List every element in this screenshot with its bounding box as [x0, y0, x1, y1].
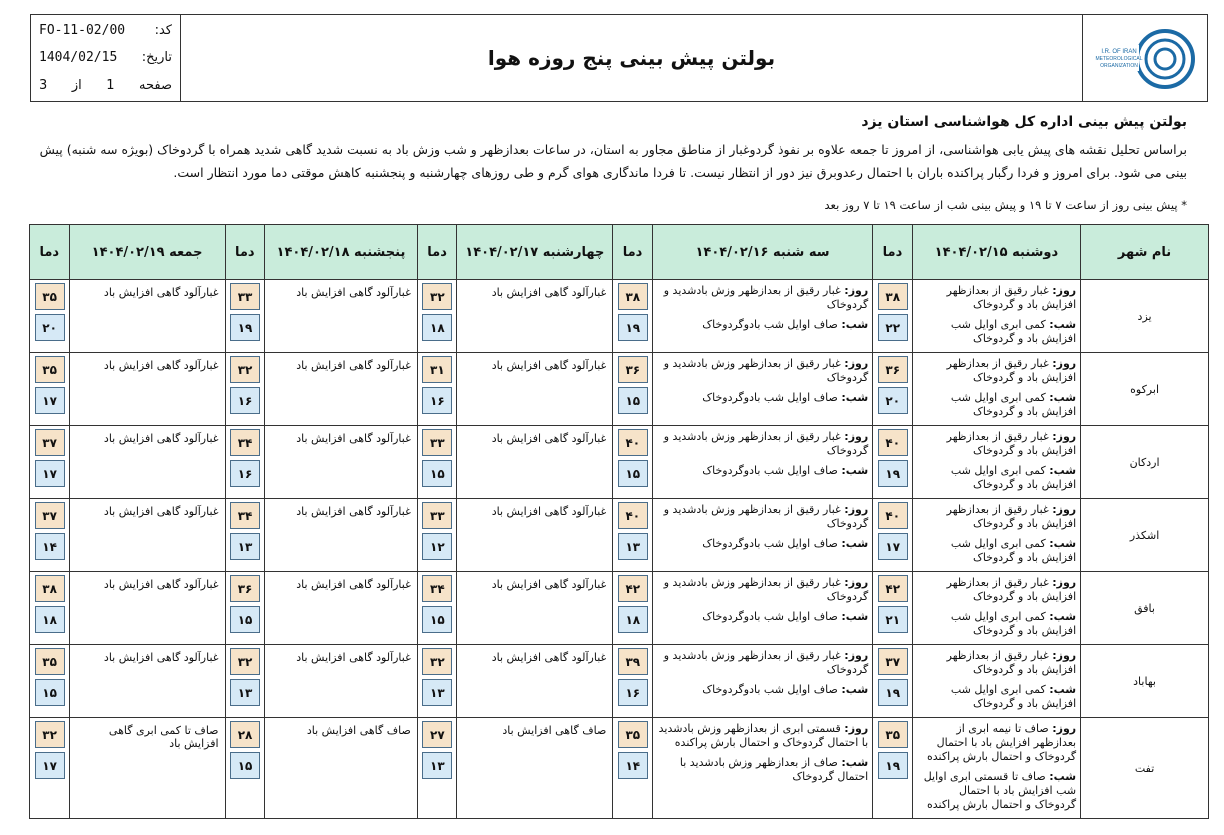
day-forecast: [917, 430, 1076, 458]
night-label: شب:: [1049, 770, 1077, 783]
forecast-description: [457, 280, 613, 353]
day-label: روز:: [844, 722, 869, 735]
min-temperature: ۱۷: [878, 533, 908, 560]
min-temperature: ۲۱: [878, 606, 908, 633]
min-temperature: ۱۵: [618, 387, 648, 414]
temperature-cell: [225, 353, 265, 426]
temp-column-header: دما: [613, 225, 653, 280]
temperature-cell: [30, 426, 70, 499]
temperature-cell: [225, 499, 265, 572]
night-label: شب:: [1049, 537, 1077, 550]
temperature-cell: [613, 718, 653, 819]
temperature-cell: [613, 572, 653, 645]
day-forecast: [657, 649, 868, 677]
forecast-description: [912, 718, 1080, 819]
max-temperature: ۴۰: [878, 502, 908, 529]
min-temperature: ۱۵: [618, 460, 648, 487]
forecast-text: غبارآلود گاهی افزایش باد: [103, 359, 219, 372]
day-column-header: چهارشنبه ۱۴۰۴/۰۲/۱۷: [457, 225, 613, 280]
min-temperature: ۱۹: [230, 314, 260, 341]
day-forecast: [917, 503, 1076, 531]
forecast-description: [265, 426, 418, 499]
city-name: یزد: [1081, 280, 1209, 353]
night-forecast-text: صاف از بعدازظهر وزش بادشدید با احتمال گردوخاک: [679, 756, 869, 783]
page-title: بولتن پیش بینی پنج روزه هوا: [487, 46, 776, 70]
svg-text:METEOROLOGICAL: METEOROLOGICAL: [1095, 56, 1143, 62]
forecast-description: [652, 499, 872, 572]
max-temperature: ۳۵: [35, 356, 65, 383]
date-value: 1404/02/15: [39, 50, 118, 66]
temp-column-header: دما: [30, 225, 70, 280]
city-name: اردکان: [1081, 426, 1209, 499]
night-label: شب:: [1049, 464, 1077, 477]
forecast-text: غبارآلود گاهی افزایش باد: [491, 359, 607, 372]
max-temperature: ۳۲: [422, 283, 452, 310]
forecast-text: غبارآلود گاهی افزایش باد: [103, 432, 219, 445]
night-forecast-text: کمی ابری اوایل شب افزایش باد و گردوخاک: [950, 464, 1077, 491]
min-temperature: ۱۵: [230, 606, 260, 633]
min-temperature: ۱۹: [878, 679, 908, 706]
max-temperature: ۳۲: [35, 721, 65, 748]
night-forecast: [917, 464, 1076, 492]
day-label: روز:: [844, 576, 869, 589]
day-label: روز:: [844, 357, 869, 370]
city-column-header: نام شهر: [1081, 225, 1209, 280]
temp-column-header: دما: [873, 225, 913, 280]
forecast-text: غبارآلود گاهی افزایش باد: [491, 286, 607, 299]
min-temperature: ۱۶: [422, 387, 452, 414]
meteorological-organization-logo-icon: [1095, 23, 1195, 93]
temperature-cell: [873, 426, 913, 499]
day-forecast-text: غبار رقیق از بعدازظهر افزایش باد و گردوخاک: [946, 649, 1077, 676]
day-forecast-text: غبار رقیق از بعدازظهر افزایش باد و گردوخاک: [946, 430, 1077, 457]
forecast-text: غبارآلود گاهی افزایش باد: [103, 505, 219, 518]
night-forecast: [657, 537, 868, 551]
min-temperature: ۱۷: [35, 387, 65, 414]
day-column-header: سه شنبه ۱۴۰۴/۰۲/۱۶: [652, 225, 872, 280]
night-label: شب:: [841, 610, 869, 623]
forecast-text: صاف تا کمی ابری گاهی افزایش باد: [108, 724, 219, 750]
forecast-description: [912, 572, 1080, 645]
temperature-cell: [417, 645, 457, 718]
max-temperature: ۳۷: [35, 429, 65, 456]
day-label: روز:: [1052, 357, 1077, 370]
temperature-cell: [417, 280, 457, 353]
forecast-description: [69, 353, 225, 426]
night-forecast-text: صاف اوایل شب بادوگردوخاک: [702, 683, 838, 696]
temperature-cell: [30, 572, 70, 645]
day-forecast: [917, 722, 1076, 764]
max-temperature: ۳۸: [878, 283, 908, 310]
forecast-text: غبارآلود گاهی افزایش باد: [491, 578, 607, 591]
min-temperature: ۱۶: [618, 679, 648, 706]
forecast-description: [652, 426, 872, 499]
date-label: تاریخ:: [141, 50, 172, 66]
forecast-description: [265, 718, 418, 819]
forecast-description: [265, 645, 418, 718]
forecast-description: [457, 572, 613, 645]
night-forecast-text: صاف اوایل شب بادوگردوخاک: [702, 464, 838, 477]
max-temperature: ۳۵: [878, 721, 908, 748]
night-forecast: [917, 610, 1076, 638]
max-temperature: ۳۶: [230, 575, 260, 602]
min-temperature: ۱۷: [35, 460, 65, 487]
day-label: روز:: [1052, 649, 1077, 662]
night-forecast-text: صاف تا قسمتی ابری اوایل شب افزایش باد با احتمال گردوخاک و احتمال بارش پراکنده: [923, 770, 1077, 811]
day-forecast-text: غبار رقیق از بعدازظهر وزش بادشدید و گردوخاک: [663, 576, 869, 603]
forecast-description: [912, 426, 1080, 499]
city-name: اشکذر: [1081, 499, 1209, 572]
night-forecast: [657, 318, 868, 332]
forecast-description: [912, 499, 1080, 572]
night-forecast: [917, 770, 1076, 812]
forecast-description: [265, 572, 418, 645]
forecast-table-body: [30, 280, 1209, 819]
temperature-cell: [873, 572, 913, 645]
forecast-description: [912, 353, 1080, 426]
day-forecast-text: قسمتی ابری از بعدازظهر وزش بادشدید با احتمال گردوخاک و احتمال بارش پراکنده: [658, 722, 869, 749]
day-label: روز:: [1052, 576, 1077, 589]
min-temperature: ۱۳: [618, 533, 648, 560]
forecast-text: صاف گاهی افزایش باد: [306, 724, 411, 737]
min-temperature: ۱۳: [422, 679, 452, 706]
max-temperature: ۴۲: [618, 575, 648, 602]
temperature-cell: [30, 718, 70, 819]
day-forecast-text: غبار رقیق از بعدازظهر وزش بادشدید و گردوخاک: [663, 357, 869, 384]
forecast-description: [457, 426, 613, 499]
temperature-cell: [613, 426, 653, 499]
night-forecast: [917, 318, 1076, 346]
forecast-description: [69, 499, 225, 572]
min-temperature: ۱۵: [422, 606, 452, 633]
temperature-cell: [225, 718, 265, 819]
night-forecast: [657, 610, 868, 624]
forecast-description: [69, 572, 225, 645]
night-forecast-text: کمی ابری اوایل شب افزایش باد و گردوخاک: [950, 318, 1077, 345]
forecast-description: [652, 280, 872, 353]
min-temperature: ۲۰: [878, 387, 908, 414]
city-name: بافق: [1081, 572, 1209, 645]
temperature-cell: [417, 718, 457, 819]
date-row: [39, 50, 172, 65]
day-label: روز:: [1052, 722, 1077, 735]
max-temperature: ۳۴: [422, 575, 452, 602]
forecast-text: غبارآلود گاهی افزایش باد: [103, 286, 219, 299]
forecast-description: [912, 280, 1080, 353]
max-temperature: ۳۶: [878, 356, 908, 383]
max-temperature: ۲۷: [422, 721, 452, 748]
max-temperature: ۳۹: [618, 648, 648, 675]
day-forecast-text: غبار رقیق از بعدازظهر وزش بادشدید و گردوخاک: [663, 284, 869, 311]
day-forecast-text: غبار رقیق از بعدازظهر افزایش باد و گردوخاک: [946, 576, 1077, 603]
day-forecast: [917, 576, 1076, 604]
page-row: [39, 78, 172, 93]
min-temperature: ۱۶: [230, 387, 260, 414]
min-temperature: ۱۹: [878, 752, 908, 779]
forecast-description: [912, 645, 1080, 718]
min-temperature: ۱۵: [35, 679, 65, 706]
forecast-text: غبارآلود گاهی افزایش باد: [296, 505, 411, 518]
page-label: صفحه: [139, 77, 172, 93]
temp-column-header: دما: [225, 225, 265, 280]
page-number: 1: [106, 77, 115, 93]
forecast-description: [457, 353, 613, 426]
day-forecast-text: صاف تا نیمه ابری از بعدازظهر افزایش باد با احتمال گردوخاک و احتمال بارش پراکنده: [927, 722, 1077, 763]
min-temperature: ۱۹: [618, 314, 648, 341]
city-name: تفت: [1081, 718, 1209, 819]
night-forecast-text: صاف اوایل شب بادوگردوخاک: [702, 391, 838, 404]
temperature-cell: [417, 353, 457, 426]
temperature-cell: [873, 353, 913, 426]
forecast-text: غبارآلود گاهی افزایش باد: [491, 505, 607, 518]
min-temperature: ۱۴: [35, 533, 65, 560]
forecast-description: [69, 645, 225, 718]
min-temperature: ۱۶: [230, 460, 260, 487]
forecast-description: [457, 645, 613, 718]
day-forecast-text: غبار رقیق از بعدازظهر وزش بادشدید و گردوخاک: [663, 503, 869, 530]
day-forecast: [917, 649, 1076, 677]
day-label: روز:: [844, 649, 869, 662]
night-label: شب:: [1049, 391, 1077, 404]
max-temperature: ۳۵: [35, 283, 65, 310]
temperature-cell: [873, 499, 913, 572]
forecast-description: [69, 426, 225, 499]
day-forecast-text: غبار رقیق از بعدازظهر افزایش باد و گردوخاک: [946, 357, 1077, 384]
temperature-cell: [613, 645, 653, 718]
forecast-description: [652, 645, 872, 718]
table-row: [30, 280, 1209, 353]
forecast-description: [652, 718, 872, 819]
night-forecast: [917, 683, 1076, 711]
day-forecast-text: غبار رقیق از بعدازظهر افزایش باد و گردوخاک: [946, 503, 1077, 530]
day-label: روز:: [844, 430, 869, 443]
table-row: [30, 499, 1209, 572]
max-temperature: ۳۲: [230, 356, 260, 383]
day-label: روز:: [844, 503, 869, 516]
min-temperature: ۱۷: [35, 752, 65, 779]
min-temperature: ۱۸: [35, 606, 65, 633]
forecast-description: [265, 280, 418, 353]
temperature-cell: [613, 280, 653, 353]
min-temperature: ۱۵: [230, 752, 260, 779]
night-forecast-text: صاف اوایل شب بادوگردوخاک: [702, 537, 838, 550]
temperature-cell: [30, 645, 70, 718]
max-temperature: ۳۸: [618, 283, 648, 310]
day-forecast-text: غبار رقیق از بعدازظهر افزایش باد و گردوخاک: [946, 284, 1077, 311]
max-temperature: ۳۷: [878, 648, 908, 675]
forecast-description: [652, 572, 872, 645]
day-label: روز:: [1052, 430, 1077, 443]
temperature-cell: [30, 499, 70, 572]
min-temperature: ۱۳: [230, 679, 260, 706]
night-forecast-text: کمی ابری اوایل شب افزایش باد و گردوخاک: [950, 391, 1077, 418]
temperature-cell: [613, 353, 653, 426]
section-title: بولتن پیش بینی اداره کل هواشناسی استان یزد: [861, 114, 1187, 130]
max-temperature: ۴۰: [618, 502, 648, 529]
day-column-header: جمعه ۱۴۰۴/۰۲/۱۹: [69, 225, 225, 280]
min-temperature: ۱۸: [422, 314, 452, 341]
forecast-text: غبارآلود گاهی افزایش باد: [103, 651, 219, 664]
forecast-text: غبارآلود گاهی افزایش باد: [491, 651, 607, 664]
forecast-table: [29, 224, 1209, 819]
min-temperature: ۱۳: [422, 752, 452, 779]
table-header-row: [30, 225, 1209, 280]
temperature-cell: [225, 572, 265, 645]
forecast-text: غبارآلود گاهی افزایش باد: [296, 578, 411, 591]
max-temperature: ۳۷: [35, 502, 65, 529]
night-label: شب:: [841, 683, 869, 696]
forecast-text: غبارآلود گاهی افزایش باد: [296, 286, 411, 299]
night-label: شب:: [1049, 683, 1077, 696]
night-forecast-text: صاف اوایل شب بادوگردوخاک: [702, 610, 838, 623]
day-label: روز:: [1052, 284, 1077, 297]
day-column-header: پنجشنبه ۱۴۰۴/۰۲/۱۸: [265, 225, 418, 280]
night-label: شب:: [841, 464, 869, 477]
max-temperature: ۳۳: [422, 429, 452, 456]
max-temperature: ۴۲: [878, 575, 908, 602]
forecast-text: غبارآلود گاهی افزایش باد: [296, 359, 411, 372]
day-forecast: [657, 503, 868, 531]
table-row: [30, 572, 1209, 645]
max-temperature: ۳۳: [230, 283, 260, 310]
max-temperature: ۲۸: [230, 721, 260, 748]
day-label: روز:: [844, 284, 869, 297]
forecast-text: صاف گاهی افزایش باد: [502, 724, 607, 737]
max-temperature: ۳۲: [422, 648, 452, 675]
min-temperature: ۱۵: [422, 460, 452, 487]
min-temperature: ۱۸: [618, 606, 648, 633]
forecast-note: * پیش بینی روز از ساعت ۷ تا ۱۹ و پیش بینی شب از ساعت ۱۹ تا ۷ روز بعد: [824, 198, 1187, 212]
temperature-cell: [225, 426, 265, 499]
max-temperature: ۳۴: [230, 429, 260, 456]
day-forecast: [657, 357, 868, 385]
forecast-text: غبارآلود گاهی افزایش باد: [296, 651, 411, 664]
temperature-cell: [30, 280, 70, 353]
day-column-header: دوشنبه ۱۴۰۴/۰۲/۱۵: [912, 225, 1080, 280]
svg-text:I.R. OF IRAN: I.R. OF IRAN: [1101, 49, 1137, 55]
max-temperature: ۳۱: [422, 356, 452, 383]
forecast-description: [652, 353, 872, 426]
night-forecast: [917, 537, 1076, 565]
night-label: شب:: [1049, 610, 1077, 623]
max-temperature: ۳۳: [422, 502, 452, 529]
max-temperature: ۳۵: [35, 648, 65, 675]
code-row: [39, 23, 172, 38]
min-temperature: ۲۰: [35, 314, 65, 341]
night-label: شب:: [841, 391, 869, 404]
forecast-summary: براساس تحلیل نقشه های پیش یابی هواشناسی، از امروز تا جمعه علاوه بر نفوذ گردوغبار از مناطق مجاور به استان، در ساعات بعدازظهر و شب وزش باد به نسبت شدید گاهی شدید همراه با گردوخاک (بویژه سه شنبه) پیش بینی می شود. برای امروز و فردا رگبار پراکنده باران با احتمال رعدوبرق نیز دور از انتظار نیست. تا فردا ماندگاری هوای گرم و طی روزهای چهارشنبه و پنجشنبه کاهش موقتی دما مورد انتظار است.: [39, 142, 1187, 180]
day-label: روز:: [1052, 503, 1077, 516]
night-forecast: [657, 464, 868, 478]
city-name: بهاباد: [1081, 645, 1209, 718]
day-forecast: [657, 284, 868, 312]
table-row: [30, 718, 1209, 819]
city-name: ابرکوه: [1081, 353, 1209, 426]
day-forecast: [917, 284, 1076, 312]
forecast-description: [265, 353, 418, 426]
night-forecast: [657, 391, 868, 405]
min-temperature: ۱۳: [230, 533, 260, 560]
temperature-cell: [613, 499, 653, 572]
max-temperature: ۴۰: [618, 429, 648, 456]
temperature-cell: [225, 280, 265, 353]
page-of: از: [71, 77, 82, 93]
max-temperature: ۳۴: [230, 502, 260, 529]
night-forecast-text: کمی ابری اوایل شب افزایش باد و گردوخاک: [950, 537, 1077, 564]
document-meta: [31, 15, 181, 101]
min-temperature: ۱۴: [618, 752, 648, 779]
day-forecast-text: غبار رقیق از بعدازظهر وزش بادشدید و گردوخاک: [663, 430, 869, 457]
forecast-description: [69, 280, 225, 353]
page-total: 3: [39, 77, 48, 93]
min-temperature: ۱۹: [878, 460, 908, 487]
max-temperature: ۳۶: [618, 356, 648, 383]
temperature-cell: [873, 280, 913, 353]
organization-logo: [1082, 15, 1207, 101]
max-temperature: ۳۵: [618, 721, 648, 748]
night-label: شب:: [841, 756, 869, 769]
table-row: [30, 426, 1209, 499]
day-forecast-text: غبار رقیق از بعدازظهر وزش بادشدید و گردوخاک: [663, 649, 869, 676]
forecast-description: [457, 718, 613, 819]
day-forecast: [657, 576, 868, 604]
max-temperature: ۳۲: [230, 648, 260, 675]
night-forecast: [917, 391, 1076, 419]
forecast-description: [69, 718, 225, 819]
night-forecast: [657, 683, 868, 697]
code-label: کد:: [154, 23, 172, 39]
max-temperature: ۳۸: [35, 575, 65, 602]
forecast-text: غبارآلود گاهی افزایش باد: [491, 432, 607, 445]
table-row: [30, 645, 1209, 718]
temperature-cell: [417, 572, 457, 645]
forecast-text: غبارآلود گاهی افزایش باد: [296, 432, 411, 445]
bulletin-header: [30, 14, 1208, 102]
temperature-cell: [873, 645, 913, 718]
night-label: شب:: [1049, 318, 1077, 331]
night-label: شب:: [841, 537, 869, 550]
temperature-cell: [30, 353, 70, 426]
forecast-description: [457, 499, 613, 572]
day-forecast: [657, 430, 868, 458]
day-forecast: [917, 357, 1076, 385]
svg-text:ORGANIZATION: ORGANIZATION: [1100, 63, 1138, 69]
code-value: FO-11-02/00: [39, 23, 126, 39]
temperature-cell: [873, 718, 913, 819]
night-forecast-text: کمی ابری اوایل شب افزایش باد و گردوخاک: [950, 683, 1077, 710]
min-temperature: ۱۲: [422, 533, 452, 560]
table-row: [30, 353, 1209, 426]
forecast-description: [265, 499, 418, 572]
temperature-cell: [417, 499, 457, 572]
temp-column-header: دما: [417, 225, 457, 280]
min-temperature: ۲۲: [878, 314, 908, 341]
temperature-cell: [225, 645, 265, 718]
max-temperature: ۴۰: [878, 429, 908, 456]
night-forecast-text: صاف اوایل شب بادوگردوخاک: [702, 318, 838, 331]
forecast-text: غبارآلود گاهی افزایش باد: [103, 578, 219, 591]
day-forecast: [657, 722, 868, 750]
night-forecast: [657, 756, 868, 784]
night-label: شب:: [841, 318, 869, 331]
temperature-cell: [417, 426, 457, 499]
night-forecast-text: کمی ابری اوایل شب افزایش باد و گردوخاک: [950, 610, 1077, 637]
